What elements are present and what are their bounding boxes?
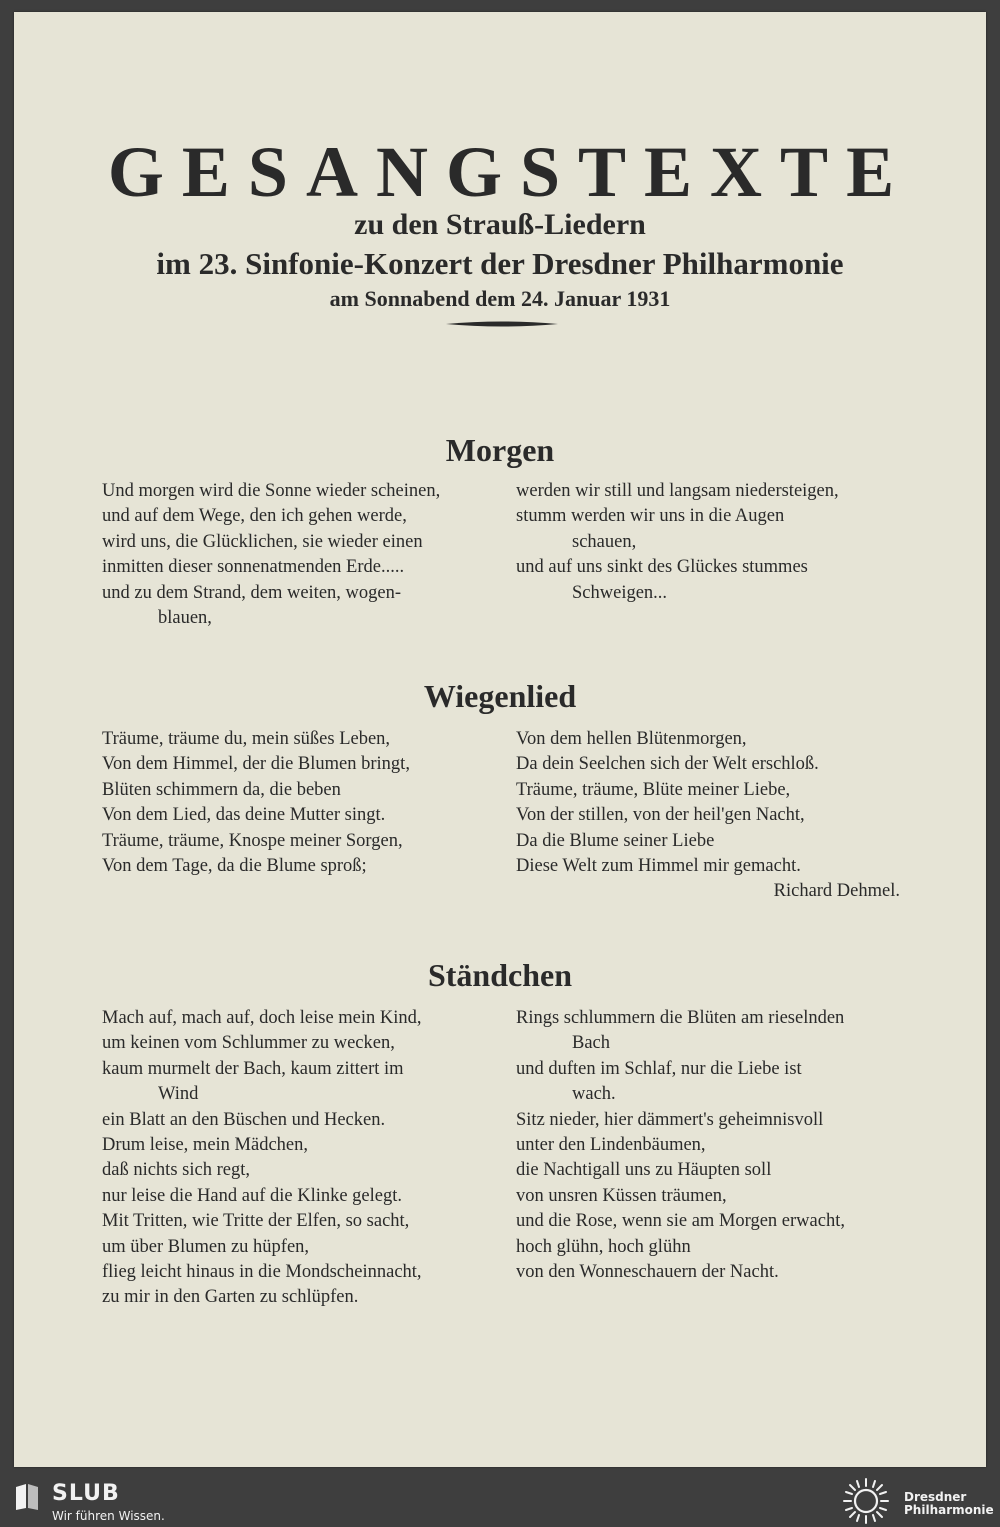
partner-line-1: Dresdner: [904, 1490, 967, 1504]
author-credit: Richard Dehmel.: [773, 881, 900, 902]
verse-line: Da die Blume seiner Liebe: [516, 830, 715, 851]
verse-line: Blüten schimmern da, die beben: [102, 779, 341, 800]
song-heading-wiegenlied: Wiegenlied: [423, 678, 577, 714]
verse-line: inmitten dieser sonnenatmenden Erde.....: [102, 557, 405, 578]
staendchen-right-column: [516, 1006, 904, 1285]
verse-line: Von dem Himmel, der die Blumen bringt,: [102, 754, 410, 775]
verse-line: unter den Lindenbäumen,: [516, 1135, 706, 1156]
verse-line: und zu dem Strand, dem weiten, wogen-: [102, 582, 402, 603]
date-line: am Sonnabend dem 24. Januar 1931: [329, 286, 671, 311]
verse-line: Von dem hellen Blütenmorgen,: [516, 729, 747, 749]
document-title: GESANGSTEXTE: [107, 132, 913, 212]
verse-line: von den Wonneschauern der Nacht.: [516, 1262, 779, 1283]
partner-logo-text[interactable]: [904, 1491, 994, 1517]
verse-line: und auf uns sinkt des Glückes stummes: [516, 557, 808, 578]
verse-line: Träume, träume, Knospe meiner Sorgen,: [102, 830, 403, 851]
verse-line: und duften im Schlaf, nur die Liebe ist: [516, 1058, 802, 1079]
verse-line: Mit Tritten, wie Tritte der Elfen, so sacht,: [102, 1211, 410, 1232]
wiegenlied-left-column: [102, 727, 494, 879]
verse-line: hoch glühn, hoch glühn: [516, 1236, 691, 1257]
verse-line: von unsren Küssen träumen,: [516, 1185, 727, 1206]
verse-line: Da dein Seelchen sich der Welt erschloß.: [516, 754, 819, 775]
verse-line: die Nachtigall uns zu Häupten soll: [516, 1160, 772, 1181]
verse-line: Von der stillen, von der heil'gen Nacht,: [516, 805, 805, 826]
verse-line: nur leise die Hand auf die Klinke gelegt.: [102, 1185, 403, 1206]
verse-line: kaum murmelt der Bach, kaum zittert im: [102, 1058, 404, 1079]
verse-line: stumm werden wir uns in die Augen: [516, 506, 785, 527]
morgen-left-column: [102, 479, 494, 631]
verse-line: Schweigen...: [572, 582, 668, 603]
verse-line: wird uns, die Glücklichen, sie wieder einen: [102, 531, 423, 552]
verse-line: um keinen vom Schlummer zu wecken,: [102, 1033, 395, 1054]
document-subtitle: zu den Strauß-Liedern: [354, 208, 646, 241]
verse-line: Diese Welt zum Himmel mir gemacht.: [516, 856, 801, 877]
verse-line: flieg leicht hinaus in die Mondscheinnacht,: [102, 1262, 422, 1283]
verse-line: Träume, träume, Blüte meiner Liebe,: [516, 779, 791, 800]
verse-line: Sitz nieder, hier dämmert's geheimnisvoll: [516, 1109, 824, 1130]
footer-bar: [0, 1475, 1000, 1527]
verse-line: Und morgen wird die Sonne wieder scheinen,: [102, 481, 441, 501]
verse-line: blauen,: [158, 608, 212, 629]
book-icon: [14, 1483, 40, 1511]
verse-line: Bach: [572, 1033, 611, 1054]
document-page: [14, 12, 986, 1467]
verse-line: Rings schlummern die Blüten am rieselnden: [516, 1008, 845, 1028]
song-heading-staendchen: Ständchen: [427, 957, 573, 993]
verse-line: wach.: [572, 1084, 616, 1105]
verse-line: und die Rose, wenn sie am Morgen erwacht,: [516, 1211, 845, 1232]
verse-line: und auf dem Wege, den ich gehen werde,: [102, 506, 407, 527]
song-heading-morgen: Morgen: [445, 432, 555, 468]
concert-line: im 23. Sinfonie-Konzert der Dresdner Philharmonie: [156, 246, 844, 281]
verse-line: Von dem Tage, da die Blume sproß;: [102, 856, 367, 877]
verse-line: daß nichts sich regt,: [102, 1160, 250, 1181]
verse-line: schauen,: [572, 531, 637, 552]
verse-line: Von dem Lied, das deine Mutter singt.: [102, 805, 386, 826]
verse-line: um über Blumen zu hüpfen,: [102, 1236, 310, 1257]
verse-line: Mach auf, mach auf, doch leise mein Kind,: [102, 1008, 422, 1028]
verse-line: werden wir still und langsam niedersteigen,: [516, 481, 839, 501]
verse-line: ein Blatt an den Büschen und Hecken.: [102, 1109, 386, 1130]
verse-line: Drum leise, mein Mädchen,: [102, 1135, 309, 1156]
sunburst-logo-icon: [840, 1477, 892, 1525]
partner-line-2: Philharmonie: [904, 1503, 994, 1517]
slub-logo-text[interactable]: SLUB: [52, 1481, 120, 1506]
morgen-right-column: [516, 479, 904, 606]
verse-line: Wind: [158, 1084, 199, 1105]
wiegenlied-right-column: [516, 727, 904, 905]
ornament-divider: [446, 318, 558, 330]
verse-line: Träume, träume du, mein süßes Leben,: [102, 729, 391, 749]
slub-slogan: Wir führen Wissen.: [52, 1509, 165, 1523]
staendchen-left-column: [102, 1006, 494, 1311]
verse-line: zu mir in den Garten zu schlüpfen.: [102, 1287, 359, 1308]
